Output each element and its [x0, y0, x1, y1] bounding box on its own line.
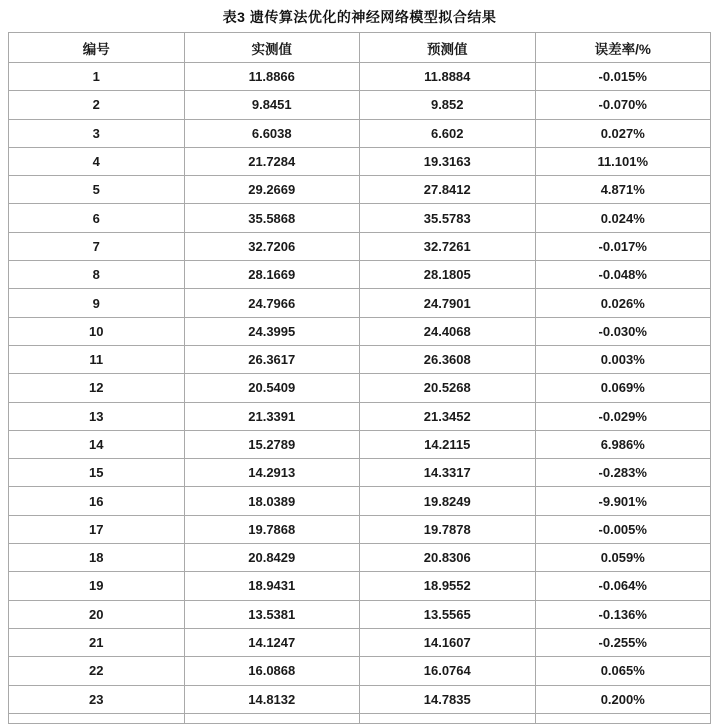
cell-predicted: 28.1805 [360, 261, 536, 289]
cell-measured: 6.6038 [184, 119, 360, 147]
cell-empty [360, 713, 536, 723]
cell-id: 17 [9, 515, 185, 543]
column-header-id: 编号 [9, 33, 185, 63]
cell-id: 12 [9, 374, 185, 402]
cell-predicted: 18.9552 [360, 572, 536, 600]
cell-empty [184, 713, 360, 723]
cell-measured: 32.7206 [184, 232, 360, 260]
cell-predicted: 20.8306 [360, 544, 536, 572]
table-row [9, 176, 711, 204]
cell-predicted: 35.5783 [360, 204, 536, 232]
cell-predicted: 19.3163 [360, 147, 536, 175]
cell-error: -0.283% [535, 459, 711, 487]
table-row [9, 261, 711, 289]
table-row [9, 430, 711, 458]
cell-predicted: 24.7901 [360, 289, 536, 317]
cell-predicted: 13.5565 [360, 600, 536, 628]
cell-id: 21 [9, 628, 185, 656]
cell-measured: 21.7284 [184, 147, 360, 175]
table-row [9, 232, 711, 260]
cell-predicted: 16.0764 [360, 657, 536, 685]
results-table [8, 32, 711, 724]
table-body [9, 63, 711, 724]
table-title: 表3 遗传算法优化的神经网络模型拟合结果 [222, 9, 497, 25]
cell-measured: 20.8429 [184, 544, 360, 572]
cell-measured: 29.2669 [184, 176, 360, 204]
column-header-measured: 实测值 [184, 33, 360, 63]
cell-measured: 16.0868 [184, 657, 360, 685]
cell-measured: 26.3617 [184, 345, 360, 373]
table-row [9, 402, 711, 430]
cell-id: 23 [9, 685, 185, 713]
cell-measured: 15.2789 [184, 430, 360, 458]
table-row [9, 374, 711, 402]
cell-error: -0.136% [535, 600, 711, 628]
column-header-error: 误差率/% [535, 33, 711, 63]
cell-measured: 20.5409 [184, 374, 360, 402]
cell-error: -0.030% [535, 317, 711, 345]
cell-measured: 21.3391 [184, 402, 360, 430]
cell-error: 0.024% [535, 204, 711, 232]
table-row [9, 657, 711, 685]
cell-error: -0.015% [535, 63, 711, 91]
cell-error: 11.101% [535, 147, 711, 175]
cell-id: 20 [9, 600, 185, 628]
cell-id: 1 [9, 63, 185, 91]
cell-id: 11 [9, 345, 185, 373]
cell-predicted: 6.602 [360, 119, 536, 147]
cell-id: 10 [9, 317, 185, 345]
cell-predicted: 19.7878 [360, 515, 536, 543]
cell-error: 0.069% [535, 374, 711, 402]
cell-predicted: 24.4068 [360, 317, 536, 345]
cell-error: 0.065% [535, 657, 711, 685]
cell-predicted: 9.852 [360, 91, 536, 119]
cell-id: 8 [9, 261, 185, 289]
cell-predicted: 14.2115 [360, 430, 536, 458]
cell-predicted: 14.1607 [360, 628, 536, 656]
column-header-predicted: 预测值 [360, 33, 536, 63]
table-row [9, 204, 711, 232]
cell-measured: 28.1669 [184, 261, 360, 289]
table-row [9, 572, 711, 600]
table-row [9, 345, 711, 373]
cell-error: -0.064% [535, 572, 711, 600]
cell-error: 0.026% [535, 289, 711, 317]
cell-measured: 18.9431 [184, 572, 360, 600]
cell-predicted: 21.3452 [360, 402, 536, 430]
cell-id: 14 [9, 430, 185, 458]
cell-predicted: 26.3608 [360, 345, 536, 373]
cell-measured: 13.5381 [184, 600, 360, 628]
cell-predicted: 32.7261 [360, 232, 536, 260]
table-row [9, 600, 711, 628]
cell-measured: 24.7966 [184, 289, 360, 317]
cell-id: 2 [9, 91, 185, 119]
table-row [9, 459, 711, 487]
table-row [9, 119, 711, 147]
cell-error: -0.029% [535, 402, 711, 430]
cell-measured: 18.0389 [184, 487, 360, 515]
cell-measured: 19.7868 [184, 515, 360, 543]
table-row [9, 685, 711, 713]
cell-error: 0.059% [535, 544, 711, 572]
cell-id: 19 [9, 572, 185, 600]
cell-predicted: 11.8884 [360, 63, 536, 91]
cell-predicted: 14.3317 [360, 459, 536, 487]
partial-row-cutoff [9, 713, 711, 723]
cell-measured: 35.5868 [184, 204, 360, 232]
cell-measured: 14.1247 [184, 628, 360, 656]
table-row [9, 628, 711, 656]
cell-id: 15 [9, 459, 185, 487]
cell-error: -0.255% [535, 628, 711, 656]
table-row [9, 317, 711, 345]
cell-measured: 14.8132 [184, 685, 360, 713]
table-row [9, 515, 711, 543]
cell-predicted: 27.8412 [360, 176, 536, 204]
cell-id: 6 [9, 204, 185, 232]
cell-id: 4 [9, 147, 185, 175]
table-row [9, 544, 711, 572]
cell-id: 13 [9, 402, 185, 430]
cell-measured: 9.8451 [184, 91, 360, 119]
cell-error: -9.901% [535, 487, 711, 515]
cell-error: 4.871% [535, 176, 711, 204]
cell-error: 0.200% [535, 685, 711, 713]
cell-predicted: 20.5268 [360, 374, 536, 402]
cell-error: -0.005% [535, 515, 711, 543]
cell-id: 22 [9, 657, 185, 685]
cell-error: -0.048% [535, 261, 711, 289]
cell-empty [9, 713, 185, 723]
cell-id: 16 [9, 487, 185, 515]
cell-id: 7 [9, 232, 185, 260]
cell-id: 18 [9, 544, 185, 572]
cell-error: 0.027% [535, 119, 711, 147]
cell-id: 9 [9, 289, 185, 317]
cell-measured: 24.3995 [184, 317, 360, 345]
cell-id: 3 [9, 119, 185, 147]
cell-predicted: 19.8249 [360, 487, 536, 515]
cell-measured: 14.2913 [184, 459, 360, 487]
table-row [9, 91, 711, 119]
cell-error: -0.017% [535, 232, 711, 260]
cell-empty [535, 713, 711, 723]
cell-error: 0.003% [535, 345, 711, 373]
table-row [9, 289, 711, 317]
table-row [9, 63, 711, 91]
cell-error: 6.986% [535, 430, 711, 458]
header-row [9, 33, 711, 63]
cell-error: -0.070% [535, 91, 711, 119]
table-row [9, 487, 711, 515]
cell-id: 5 [9, 176, 185, 204]
cell-predicted: 14.7835 [360, 685, 536, 713]
cell-measured: 11.8866 [184, 63, 360, 91]
table-row [9, 147, 711, 175]
